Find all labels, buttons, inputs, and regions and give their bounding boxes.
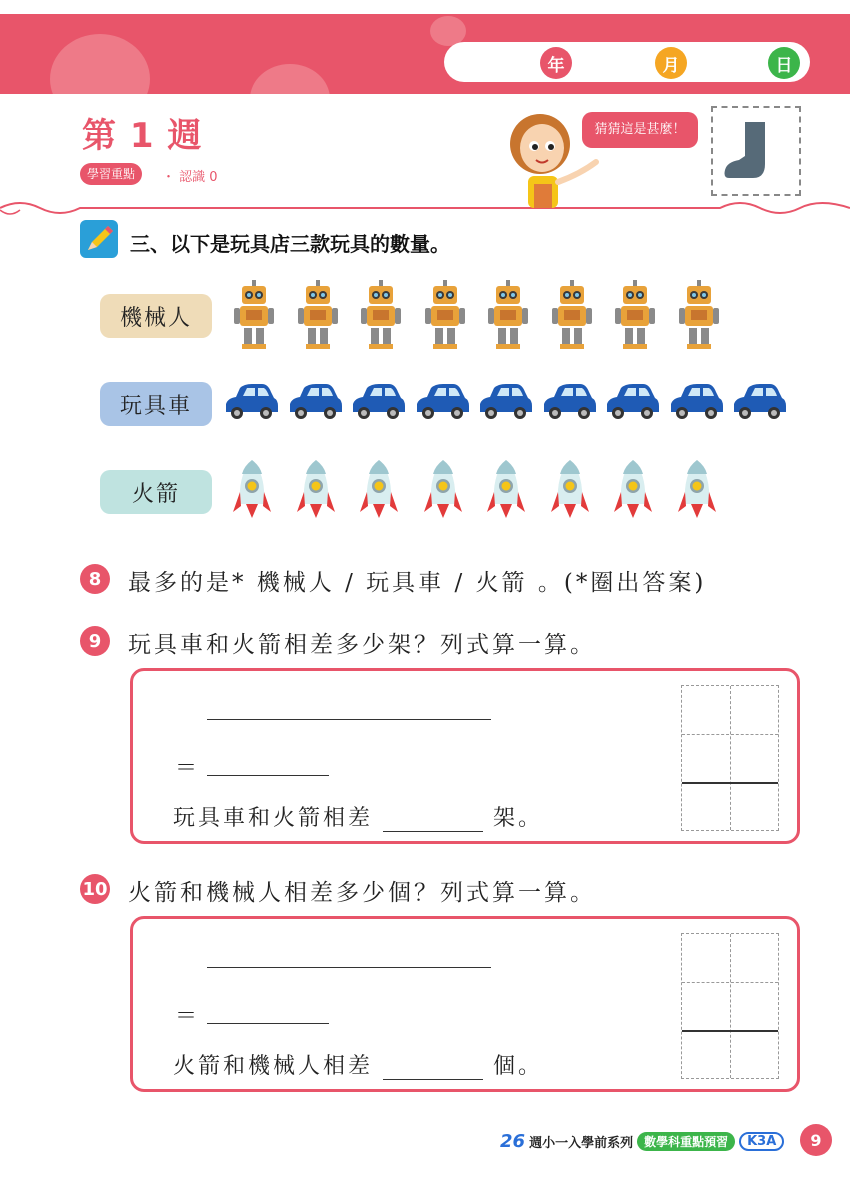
answer-prefix: 火箭和機械人相差 [173,1054,374,1079]
question-text: 玩具車和火箭相差多少架？列式算一算。 [128,632,596,658]
rocket-icon [232,458,272,528]
toy-label-robot: 機械人 [100,294,212,338]
robot-icon [486,280,530,354]
flower-decoration [50,34,150,94]
robot-icon [677,280,721,354]
subject-badge: 數學科重點預習 [637,1132,735,1151]
question-number: 8 [80,564,110,594]
level-badge: K3A [739,1132,784,1151]
car-icon [667,382,725,426]
question-number: 9 [80,626,110,656]
answer-suffix: 架。 [493,806,544,831]
car-icon [730,382,788,426]
wavy-divider [0,196,850,220]
month-badge: 月 [655,47,687,79]
date-pill [444,42,810,82]
page-title: 第 1 週 [82,116,203,156]
answer-sentence [173,801,543,832]
working-grid[interactable] [681,685,779,831]
car-icon [349,382,407,426]
answer-suffix: 個。 [493,1054,544,1079]
robot-icon [423,280,467,354]
answer-sentence [173,1049,543,1080]
year-badge: 年 [540,47,572,79]
speech-bubble: 猜猜這是甚麼！ [582,112,698,148]
answer-line[interactable] [207,719,491,720]
rocket-icon [359,458,399,528]
equals-sign: ＝ [175,1004,198,1029]
answer-line[interactable] [207,1023,329,1024]
answer-line[interactable] [207,967,491,968]
robot-icon [359,280,403,354]
question-text: 火箭和機械人相差多少個？列式算一算。 [128,880,596,906]
robot-icon [550,280,594,354]
question-text: 最多的是* 機械人 / 玩具車 / 火箭 。(*圈出答案) [128,570,707,596]
equals-sign: ＝ [175,756,198,781]
car-icon [540,382,598,426]
answer-prefix: 玩具車和火箭相差 [173,806,374,831]
section-title: 三、以下是玩具店三款玩具的數量。 [130,232,450,256]
guess-box [711,106,801,196]
flower-decoration [250,64,330,94]
robot-icon [613,280,657,354]
robot-icon [296,280,340,354]
pencil-icon [80,220,118,258]
question-number: 10 [80,874,110,904]
robot-icon [232,280,276,354]
rocket-icon [423,458,463,528]
day-badge: 日 [768,47,800,79]
focus-badge: 學習重點 [80,163,142,185]
boot-silhouette-icon [713,108,799,194]
toy-label-car: 玩具車 [100,382,212,426]
toy-label-rocket: 火箭 [100,470,212,514]
answer-box [130,916,800,1092]
car-icon [286,382,344,426]
rocket-icon [613,458,653,528]
focus-text: ・ 認識 0 [162,170,218,185]
page-number: 9 [800,1124,832,1156]
rocket-icon [550,458,590,528]
car-icon [603,382,661,426]
series-number: 26 [500,1130,526,1152]
car-icon [476,382,534,426]
rocket-icon [677,458,717,528]
car-icon [413,382,471,426]
answer-box [130,668,800,844]
series-name: 週小一入學前系列 [529,1135,634,1151]
answer-blank[interactable] [383,810,483,832]
car-icon [222,382,280,426]
footer [500,1130,784,1152]
rocket-icon [296,458,336,528]
rocket-icon [486,458,526,528]
working-grid[interactable] [681,933,779,1079]
answer-line[interactable] [207,775,329,776]
answer-blank[interactable] [383,1058,483,1080]
